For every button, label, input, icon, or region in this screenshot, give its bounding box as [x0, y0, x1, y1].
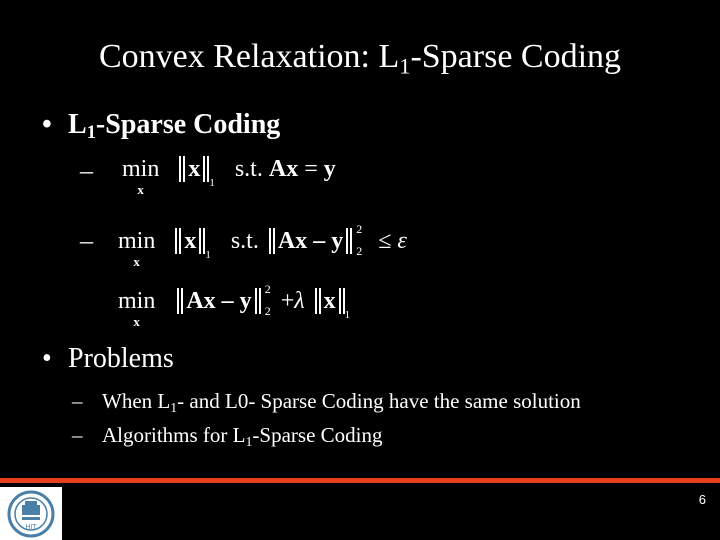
page-number: 6: [698, 492, 706, 507]
bullet-marker: •: [42, 343, 52, 374]
bullet-l1-sparse-coding: • $L_1$-Sparse Coding: [42, 109, 281, 143]
equation-1: min x $x_1$ s.t. Ax = y: [122, 156, 336, 197]
university-seal-icon: [0, 487, 62, 540]
equation-dash: –: [80, 156, 93, 185]
bullet-marker: •: [42, 109, 52, 140]
slide-title: Convex Relaxation: $L_1$-Sparse Coding: [98, 38, 622, 79]
bullet-problems: • Problems: [42, 343, 174, 374]
equation-3: min x Ax – y 2 2 +λ $x_1$: [118, 282, 351, 329]
footer-accent-bar: [0, 478, 720, 483]
equation-2: min x $x_1$ s.t. Ax – y 2 2 ≤ ε: [118, 222, 407, 269]
sub-item: – Algorithms for $L_1$-Sparse Coding: [72, 423, 383, 449]
sub-item: – When $L_1-$ and L0- Sparse Coding have the same solution: [72, 389, 581, 415]
seal-text: HIT: [25, 523, 37, 531]
equation-dash: –: [80, 226, 93, 255]
seal-graphic: [4, 489, 58, 539]
